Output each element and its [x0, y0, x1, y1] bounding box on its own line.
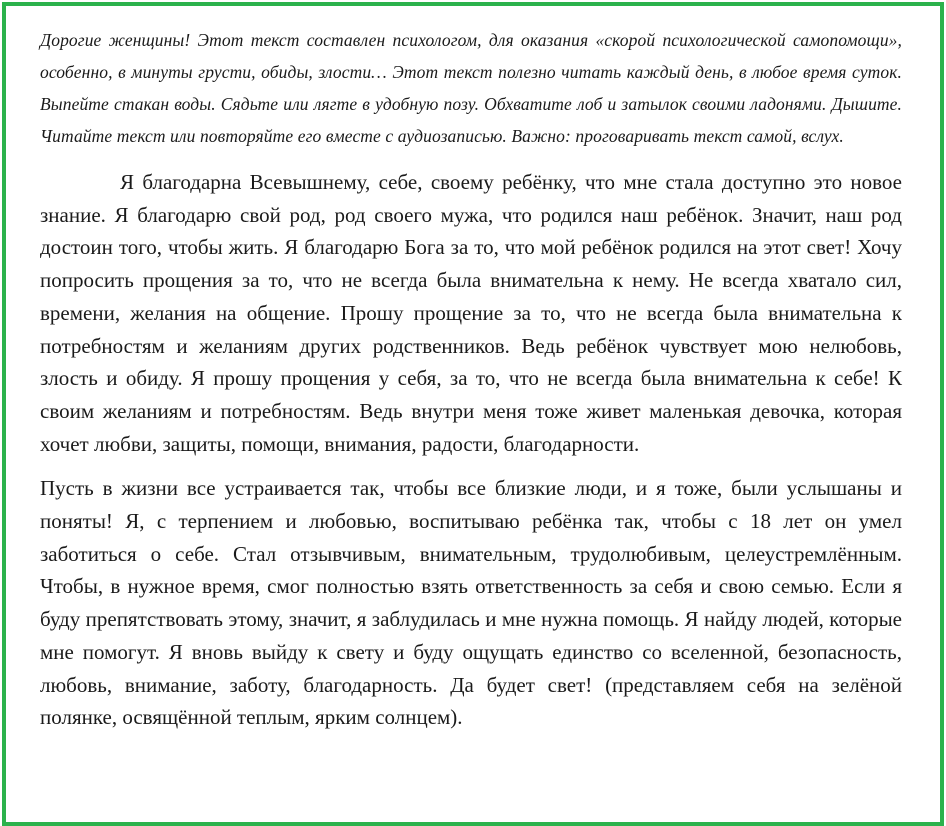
document-body: [40, 24, 902, 734]
affirmation-paragraph: Пусть в жизни все устраивается так, чтобы все близкие люди, и я тоже, были услышаны и поняты! Я, с терпением и любовью, воспитываю ребёнка так, чтобы с 18 лет он умел заботиться о себе. Стал отзывчивым, внимательным, трудолюбивым, целеустремлённым. Чтобы, в нужное время, смог полностью взять ответственность за себя и свою семью. Если я буду препятствовать этому, значит, я заблудилась и мне нужна помощь. Я найду людей, которые мне помогут. Я вновь выйду к свету и буду ощущать единство со вселенной, безопасность, любовь, внимание, заботу, благодарность. Да будет свет! (представляем себя на зелёной полянке, освящённой теплым, ярким солнцем).: [40, 476, 902, 730]
intro-instructions: Дорогие женщины! Этот текст составлен психологом, для оказания «скорой психологической самопомощи», особенно, в минуты грусти, обиды, злости… Этот текст полезно читать каждый день, в любое время суток. Выпейте стакан воды. Сядьте или лягте в удобную позу. Обхватите лоб и затылок своими ладонями. Дышите. Читайте текст или повторяйте его вместе с аудиозаписью. Важно: проговаривать текст самой, вслух.: [40, 30, 902, 146]
document-frame: [2, 2, 944, 826]
gratitude-paragraph: Я благодарна Всевышнему, себе, своему ребёнку, что мне стала доступно это новое знание. Я благодарю свой род, род своего мужа, что родился наш ребёнок. Значит, наш род достоин того, чтобы жить. Я благодарю Бога за то, что мой ребёнок родился на этот свет! Хочу попросить прощения за то, что не всегда была внимательна к нему. Не всегда хватало сил, времени, желания на общение. Прошу прощение за то, что не всегда была внимательна к потребностям и желаниям других родственников. Ведь ребёнок чувствует мою нелюбовь, злость и обиду. Я прошу прощения у себя, за то, что не всегда была внимательна к себе! К своим желаниям и потребностям. Ведь внутри меня тоже живет маленькая девочка, которая хочет любви, защиты, помощи, внимания, радости, благодарности.: [40, 170, 902, 456]
